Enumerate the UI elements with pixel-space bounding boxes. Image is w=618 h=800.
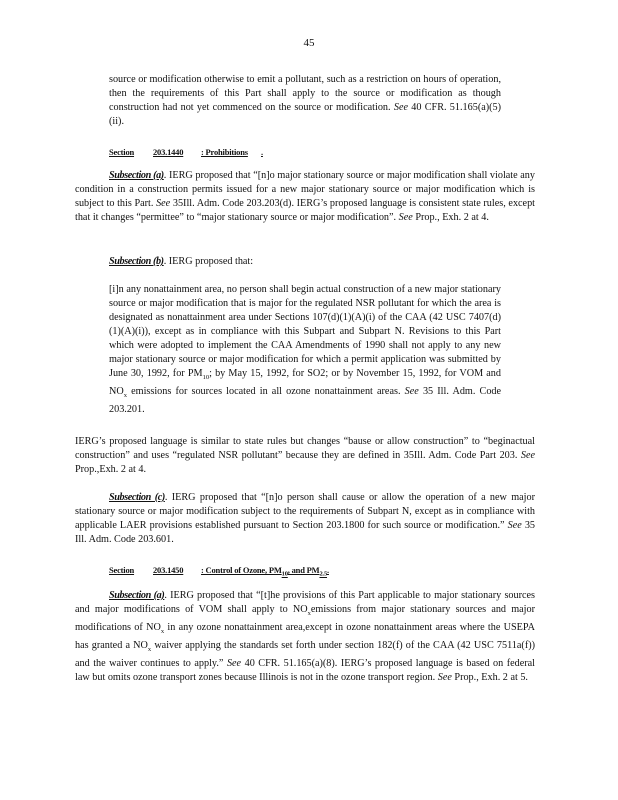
citation: 35 Ill. Adm. Code 203.601. (75, 520, 536, 545)
subsection-text-4: waiver applying the standards set forth under section 182(f) of the CAA (42 USC 7511a(f)) and the waiver continues to apply.” (75, 640, 535, 670)
section-label: Section (109, 147, 135, 157)
subsection-text: . IERG proposed that “[t]he provisions of this Part applicable to major stationary sources and major modifications of VOM shall apply to NO (75, 590, 535, 615)
comment-text: IERG’s proposed language is similar to state rules but changes “bause or allow construction” to “beginactual construction” and uses “regulated NSR pollutant” because they are defined in 35Ill. Adm. Code Part 203. (75, 436, 535, 461)
intro-text: source or modification otherwise to emit a pollutant, such as a restriction on hours of operation, then the requirements of this Part shall apply to the source or modification as though construction had not yet commenced on the source or modification. (109, 74, 501, 113)
see-citation-signal: See (226, 658, 242, 670)
see-citation-signal: See (393, 102, 408, 113)
subscript: x (307, 610, 311, 618)
subscript: 10 (202, 374, 210, 382)
section-title: : Control of Ozone, PM (201, 565, 282, 575)
subsection-b-1440 (75, 255, 535, 269)
quote-subsection-b (109, 283, 501, 417)
subsection-label: Subsection (a) (109, 170, 164, 181)
quote-text: [i]n any nonattainment area, no person shall begin actual construction of a new major stationary source or major modification that is major for the regulated NSR pollutant for which the area is designated as nonattainment area under Sections 107(d)(1)(A)(i) of the CAA (42 USC 7407(d)(1)(A)(i)), except as in compliance with this Subpart and Subpart N. Revisions to this Part which were adopted to implement the CAA Amendments of 1990 shall not apply to any new major stationary source or major modification for which a permit application was submitted by June 30, 1992, for PM (109, 284, 501, 379)
subscript: 10 (281, 570, 288, 578)
see-citation-signal: See (156, 198, 171, 209)
see-citation-signal: See (507, 520, 522, 531)
section-heading-1440 (109, 145, 269, 159)
section-title: : Prohibitions (201, 147, 248, 157)
section-end: . (261, 147, 263, 157)
subsection-text: . IERG proposed that “[n]o person shall cause or allow the operation of a new major stationary source or major modification subject to the requirements of Subpart N, except as in compliance with applicable LAER provisions established pursuant to Section 203.1800 for such source or modification.” (75, 492, 535, 531)
citation: Prop., Exh. 2 at 4. (415, 212, 489, 223)
subsection-label: Subsection (c) (109, 492, 165, 503)
section-heading-1450 (109, 563, 329, 582)
citation: 40 CFR. 51.165(a)(5)(ii). (109, 102, 502, 127)
section-end: . (327, 565, 329, 575)
subsection-text: . IERG proposed that “[n]o major stationary source or major modification shall violate any condition in a construction permits issued for a new major stationary source or major modification which is subject to this Part. (75, 170, 535, 209)
subsection-text: . IERG proposed that: (163, 256, 254, 267)
subsection-a-1450 (75, 589, 535, 685)
section-number: 203.1440 (153, 147, 184, 157)
comment-subsection-b (75, 435, 535, 477)
subsection-text-3: in any ozone nonattainment area,except in ozone nonattainment areas where the USEPA has granted a NO (75, 622, 535, 652)
citation: 35 Ill. Adm. Code 203.201. (109, 386, 502, 416)
subscript: x (147, 646, 152, 654)
citation: Prop.,Exh. 2 at 4. (75, 464, 147, 475)
see-citation-signal: See (404, 386, 419, 398)
subscript: 2.5 (319, 570, 328, 578)
citation: 40 CFR. 51.165(a)(8). IERG’s proposed language is based on federal law but omits ozone transport zones because Illinois is not in the ozone transport region. (75, 658, 536, 684)
subsection-label: Subsection (a) (109, 590, 165, 601)
section-label: Section (109, 565, 135, 575)
intro-paragraph (109, 73, 501, 129)
see-citation-signal: See (520, 450, 535, 461)
subsection-label: Subsection (b) (109, 256, 164, 267)
section-number: 203.1450 (153, 565, 184, 575)
subsection-text-2: emissions from major stationary sources and major modifications of NO (75, 604, 535, 634)
page-number: 45 (303, 37, 315, 49)
subscript: x (160, 628, 165, 636)
quote-text-2: ; by May 15, 1992, for SO2; or by November 15, 1992, for VOM and NO (109, 368, 501, 398)
subsection-c-1440 (75, 491, 535, 547)
section-title-and: , and PM (287, 565, 320, 575)
see-citation-signal: See (398, 212, 413, 223)
citation: Prop., Exh. 2 at 5. (454, 672, 528, 684)
subscript: x (123, 392, 127, 400)
see-citation-signal: See (437, 672, 452, 684)
quote-text-3: emissions for sources located in all ozone nonattainment areas. (131, 386, 401, 398)
subsection-a-1440 (75, 169, 535, 225)
citation: 35Ill. Adm. Code 203.203(d). IERG’s proposed language is consistent state rules, except that it changes “permittee” to “major stationary source or major modification”. (75, 198, 535, 223)
